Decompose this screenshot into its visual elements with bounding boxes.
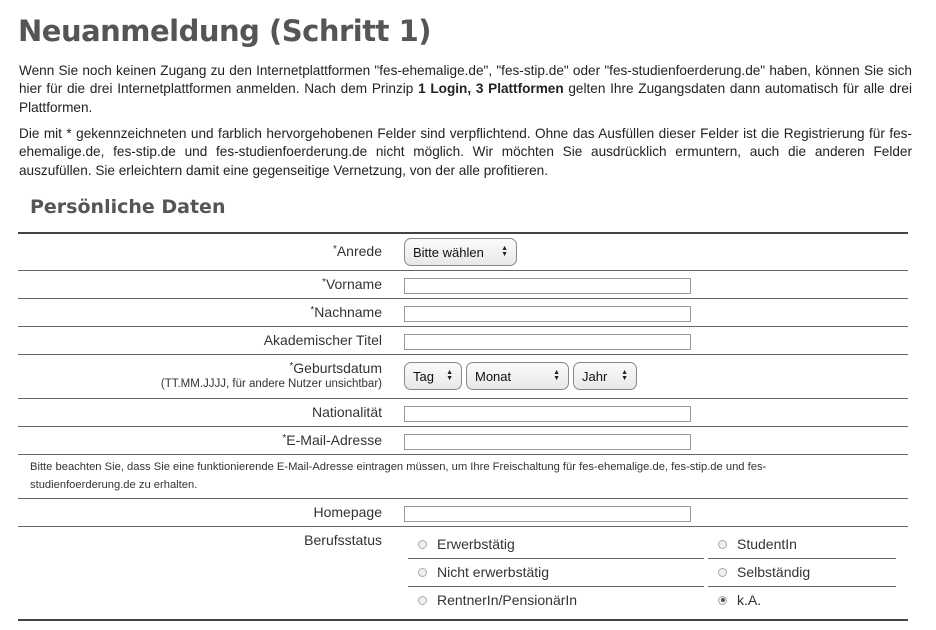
row-divider <box>18 298 908 299</box>
row-divider <box>18 498 908 499</box>
geburtsdatum-label <box>289 360 382 376</box>
radio-label: StudentIn <box>737 536 797 552</box>
page-title: Neuanmeldung (Schritt 1) <box>18 14 432 48</box>
row-divider <box>18 426 908 427</box>
berufsstatus-label: Berufsstatus <box>304 532 382 548</box>
row-divider <box>18 454 908 455</box>
homepage-input[interactable] <box>404 506 691 522</box>
row-divider <box>18 398 908 399</box>
intro-text-bold: 1 Login, 3 Plattformen <box>418 81 564 97</box>
radio-circle[interactable] <box>718 540 727 549</box>
anrede-label <box>333 243 382 259</box>
row-divider <box>18 619 908 621</box>
email-input[interactable] <box>404 434 691 450</box>
email-note: Bitte beachten Sie, dass Sie eine funktionierende E-Mail-Adresse eintragen müssen, um Ihre Freischaltung für fes-ehemalige.de, fes-stip.de und fes-studienfoerderung.de zu erhalten. <box>30 461 767 491</box>
tag-select-value: Tag <box>413 368 434 384</box>
select-arrows-icon: ▲ ▼ <box>501 245 508 258</box>
option-divider <box>708 558 896 559</box>
row-divider <box>18 526 908 527</box>
required-fields-notice: Die mit * gekennzeichneten und farblich hervorgehobenen Felder sind verpflichtend. Ohne das Ausfüllen dieser Felder ist die Registrierung für fes-ehemalige.de, fes-stip.de und fes-studienfoerderung.de nicht möglich. Wir möchten Sie ausdrücklich ermuntern, auch die anderen Felder auszufüllen. Sie erleichtern damit eine gegenseitige Vernetzung, von der alle profitieren. <box>19 126 912 178</box>
row-divider <box>18 326 908 327</box>
select-arrows-icon: ▲ ▼ <box>621 369 628 382</box>
radio-nicht-erwerbstaetig[interactable] <box>418 564 549 580</box>
vorname-input[interactable] <box>404 278 691 294</box>
tag-select[interactable] <box>404 362 462 390</box>
option-divider <box>708 586 896 587</box>
email-label <box>282 432 382 448</box>
radio-label: Nicht erwerbstätig <box>437 564 550 580</box>
geburtsdatum-label-text: Geburtsdatum <box>293 360 382 376</box>
email-label-text: E-Mail-Adresse <box>286 432 382 448</box>
required-mark: * <box>289 361 294 372</box>
vorname-label-text: Vorname <box>325 276 382 292</box>
radio-studentin[interactable] <box>718 536 797 552</box>
radio-label: Selbständig <box>737 564 811 580</box>
radio-erwerbstaetig[interactable] <box>418 536 515 552</box>
row-divider <box>18 232 908 234</box>
required-mark: * <box>322 277 326 288</box>
select-arrows-icon: ▲ ▼ <box>446 369 453 382</box>
radio-circle-selected[interactable] <box>718 596 727 605</box>
radio-ka[interactable] <box>718 592 761 608</box>
radio-label: Erwerbstätig <box>437 536 515 552</box>
radio-circle[interactable] <box>718 568 727 577</box>
intro-text-part: gelten Ihre Zugangsdaten dann automatisch für alle drei Plattformen. <box>19 81 912 115</box>
radio-selbstaendig[interactable] <box>718 564 810 580</box>
nachname-label <box>310 304 382 320</box>
anrede-label-text: Anrede <box>336 243 382 259</box>
titel-input[interactable] <box>404 334 691 350</box>
intro-text <box>19 62 912 117</box>
vorname-label <box>322 276 382 292</box>
nachname-label-text: Nachname <box>314 304 382 320</box>
radio-label: RentnerIn/PensionärIn <box>437 592 578 608</box>
radio-circle[interactable] <box>418 596 427 605</box>
jahr-select-value: Jahr <box>582 368 608 384</box>
section-title: Persönliche Daten <box>30 196 226 218</box>
option-divider <box>408 558 704 559</box>
radio-rentnerin[interactable] <box>418 592 577 608</box>
geburtsdatum-hint: (TT.MM.JJJJ, für andere Nutzer unsichtbar) <box>160 378 382 390</box>
required-mark: * <box>332 244 337 255</box>
anrede-select[interactable] <box>404 238 517 266</box>
titel-label: Akademischer Titel <box>263 332 382 348</box>
nachname-input[interactable] <box>404 306 691 322</box>
monat-select[interactable] <box>466 362 569 390</box>
homepage-label: Homepage <box>313 504 382 520</box>
select-arrows-icon: ▲ ▼ <box>553 369 560 382</box>
intro-text-part: Wenn Sie noch keinen Zugang zu den Internetplattformen "fes-ehemalige.de", "fes-stip.de" oder "fes-studienfoerderung.de" haben, können Sie sich hier für die drei Internetplattformen anmelden. Nach dem Prinzip <box>19 63 912 97</box>
jahr-select[interactable] <box>573 362 637 390</box>
required-mark: * <box>282 433 287 444</box>
anrede-select-value: Bitte wählen <box>413 244 484 260</box>
radio-circle[interactable] <box>418 540 427 549</box>
monat-select-value: Monat <box>475 368 512 384</box>
option-divider <box>408 586 704 587</box>
nationalitaet-input[interactable] <box>404 406 691 422</box>
required-mark: * <box>310 305 315 316</box>
row-divider <box>18 354 908 355</box>
radio-label: k.A. <box>737 592 762 608</box>
radio-circle[interactable] <box>418 568 427 577</box>
row-divider <box>18 270 908 271</box>
nationalitaet-label: Nationalität <box>311 404 382 420</box>
